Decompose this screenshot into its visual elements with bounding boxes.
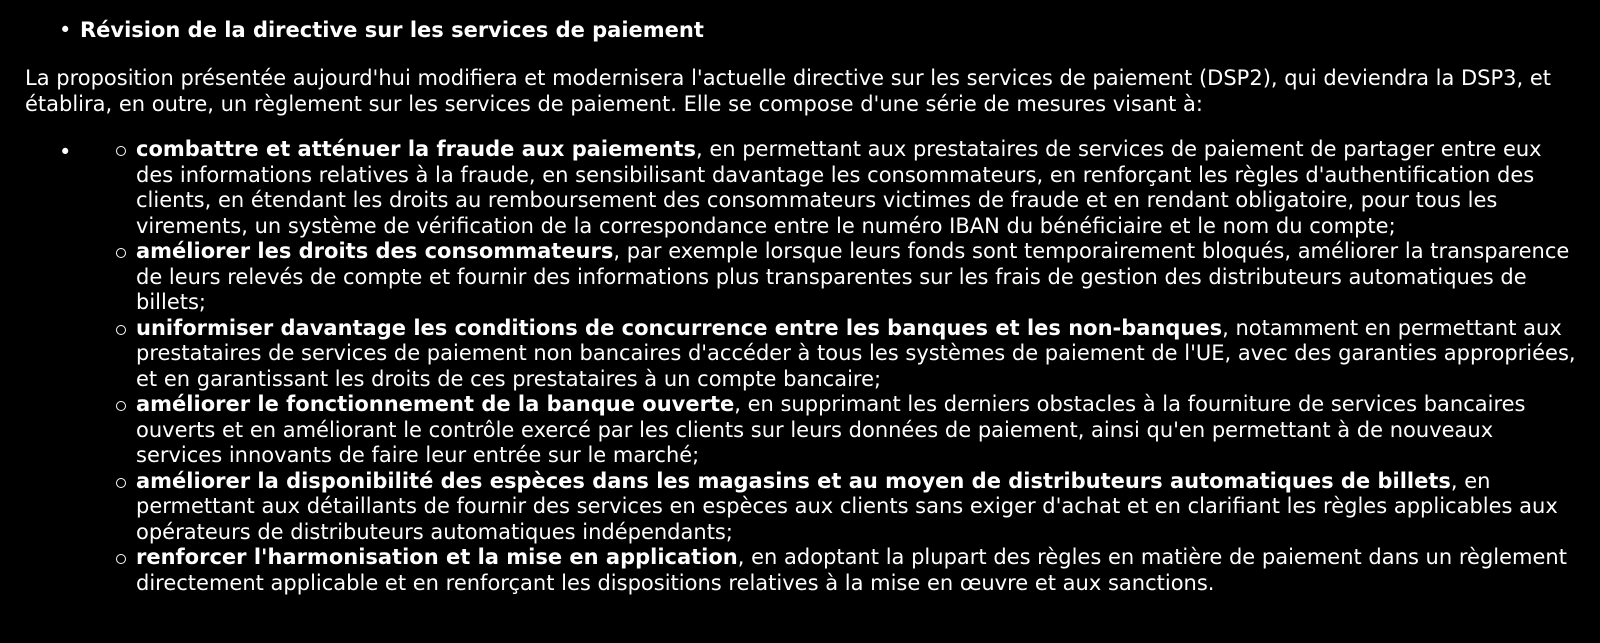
measure-item-cash-availability bbox=[115, 469, 1585, 546]
measure-item-competition bbox=[115, 316, 1585, 393]
measure-item-open-banking bbox=[115, 392, 1585, 469]
section-title: Révision de la directive sur les services de paiement bbox=[80, 18, 704, 42]
measure-description: , en adoptant la plupart des règles en matière de paiement dans un règlement directement applicable et en renforçant les dispositions relatives à la mise en œuvre et aux sanctions. bbox=[136, 545, 1567, 595]
measure-item-consumer-rights bbox=[115, 239, 1585, 316]
measure-description: , par exemple lorsque leurs fonds sont temporairement bloqués, améliorer la transparence de leurs relevés de compte et fournir des informations plus transparentes sur les frais de gestion des distributeurs automatiques de billets; bbox=[136, 239, 1570, 314]
measure-description: , en supprimant les derniers obstacles à la fourniture de services bancaires ouverts et en améliorant le contrôle exercé par les clients sur leurs données de paiement, ainsi qu'en permettant à de nouveaux services innovants de faire leur entrée sur le marché; bbox=[136, 392, 1526, 467]
section-heading bbox=[59, 18, 704, 44]
measure-item-fraud bbox=[115, 137, 1585, 239]
intro-paragraph: La proposition présentée aujourd'hui modifiera et modernisera l'actuelle directive sur les services de paiement (DSP2), qui deviendra la DSP3, et établira, en outre, un règlement sur les services de paiement. Elle se compose d'une série de mesures visant à: bbox=[25, 66, 1552, 116]
measure-description: , en permettant aux détaillants de fournir des services en espèces aux clients sans exiger d'achat et en clarifiant les règles applicables aux opérateurs de distributeurs automatiques indépendants; bbox=[136, 468, 1558, 544]
measure-title: renforcer l'harmonisation et la mise en application bbox=[136, 545, 738, 569]
bullet-disc-icon: • bbox=[59, 18, 72, 42]
measure-title: améliorer la disponibilité des espèces dans les magasins et au moyen de distributeurs automatiques de billets bbox=[136, 468, 1451, 493]
measure-item-harmonisation bbox=[115, 545, 1585, 596]
outer-bullet-disc-icon: • bbox=[59, 140, 72, 164]
measures-list bbox=[115, 137, 1585, 596]
measure-title: combattre et atténuer la fraude aux paiements bbox=[136, 137, 696, 161]
measure-description: , en permettant aux prestataires de services de paiement de partager entre eux des informations relatives à la fraude, en sensibilisant davantage les consommateurs, en renforçant les règles d'authentification des clients, en étendant les droits au remboursement des consommateurs victimes de fraude et en rendant obligatoire, pour tous les virements, un système de vérification de la correspondance entre le numéro IBAN du bénéficiaire et le nom du compte; bbox=[136, 137, 1542, 238]
measure-description: , notamment en permettant aux prestataires de services de paiement non bancaires d'accéder à tous les systèmes de paiement de l'UE, avec des garanties appropriées, et en garantissant les droits de ces prestataires à un compte bancaire; bbox=[136, 315, 1576, 391]
measure-title: uniformiser davantage les conditions de concurrence entre les banques et les non-banques bbox=[136, 315, 1223, 340]
measure-title: améliorer les droits des consommateurs bbox=[136, 239, 614, 263]
measure-title: améliorer le fonctionnement de la banque ouverte bbox=[136, 392, 735, 416]
